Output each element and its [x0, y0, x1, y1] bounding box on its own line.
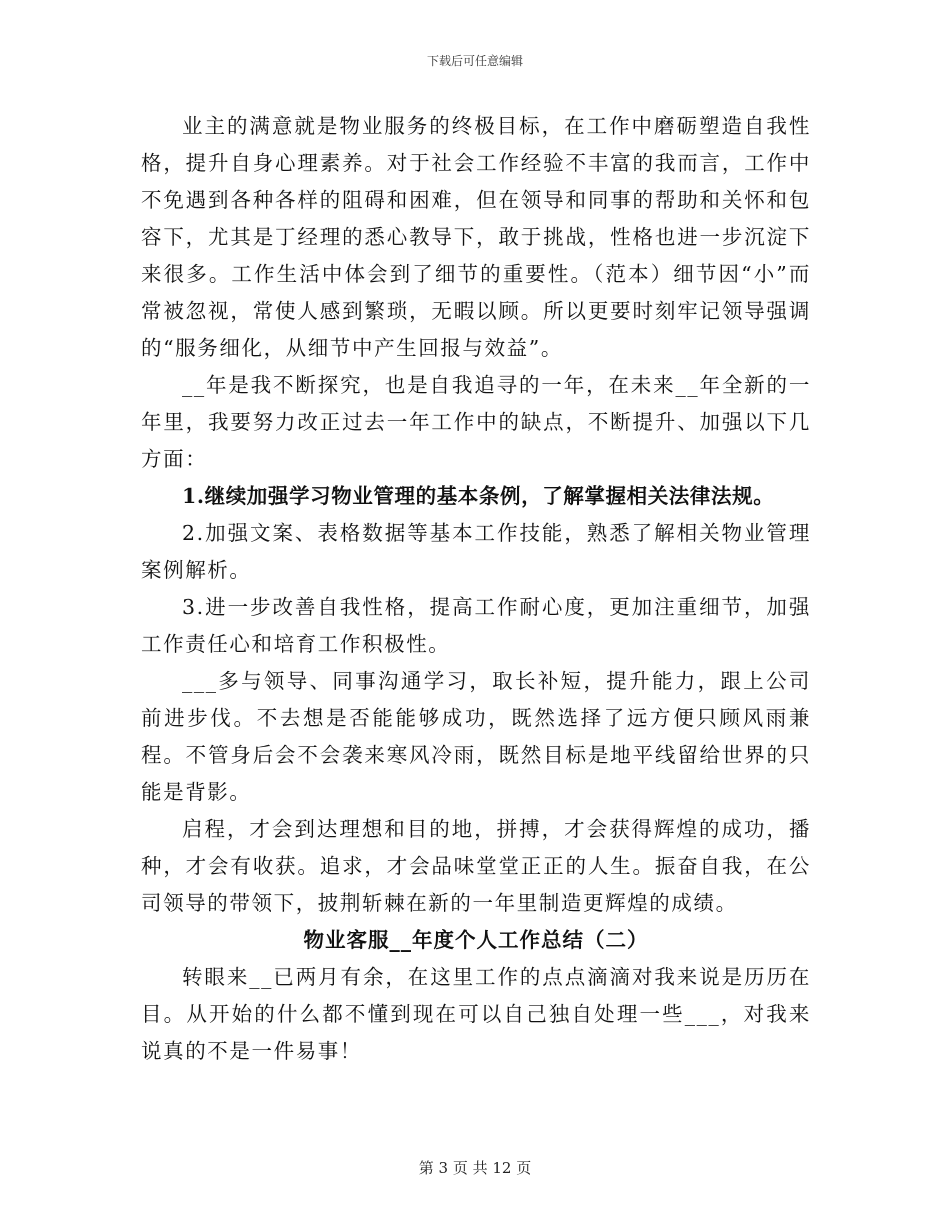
- paragraph-communication: ___多与领导、同事沟通学习，取长补短，提升能力，跟上公司前进步伐。不去想是否能能够成功，既然选择了远方便只顾风雨兼程。不管身后会不会袭来寒风冷雨，既然目标是地平线留给世界的只能是背影。: [141, 669, 811, 804]
- document-body: [141, 108, 811, 1070]
- list-item-3: 3.进一步改善自我性格，提高工作耐心度，更加注重细节，加强工作责任心和培育工作积极性。: [141, 595, 811, 656]
- list-item-2: 2.加强文案、表格数据等基本工作技能，熟悉了解相关物业管理案例解析。: [141, 521, 811, 582]
- header-note: 下载后可任意编辑: [426, 54, 523, 68]
- list-item-1: 1.继续加强学习物业管理的基本条例，了解掌握相关法律法规。: [182, 484, 775, 508]
- paragraph-owner-satisfaction: 业主的满意就是物业服务的终极目标，在工作中磨砺塑造自我性格，提升自身心理素养。对于社会工作经验不丰富的我而言，工作中不免遇到各种各样的阻碍和困难，但在领导和同事的帮助和关怀和包容下，尤其是丁经理的悉心教导下，敢于挑战，性格也进一步沉淀下来很多。工作生活中体会到了细节的重要性。（范本）细节因“小”而常被忽视，常使人感到繁琐，无暇以顾。所以更要时刻牢记领导强调的“服务细化，从细节中产生回报与效益”。: [141, 114, 811, 360]
- paragraph-two-months: 转眼来__已两月有余，在这里工作的点点滴滴对我来说是历历在目。从开始的什么都不懂到现在可以自己独自处理一些___，对我来说真的不是一件易事！: [141, 965, 811, 1063]
- paragraph-year-plan: __年是我不断探究，也是自我追寻的一年，在未来__年全新的一年里，我要努力改正过去一年工作中的缺点，不断提升、加强以下几方面：: [141, 373, 811, 471]
- page-indicator: 第 3 页 共 12 页: [418, 1159, 532, 1177]
- paragraph-departure: 启程，才会到达理想和目的地，拼搏，才会获得辉煌的成功，播种，才会有收获。追求，才会品味堂堂正正的人生。振奋自我，在公司领导的带领下，披荆斩棘在新的一年里制造更辉煌的成绩。: [141, 817, 811, 915]
- section-heading: 物业客服__年度个人工作总结（二）: [303, 928, 649, 952]
